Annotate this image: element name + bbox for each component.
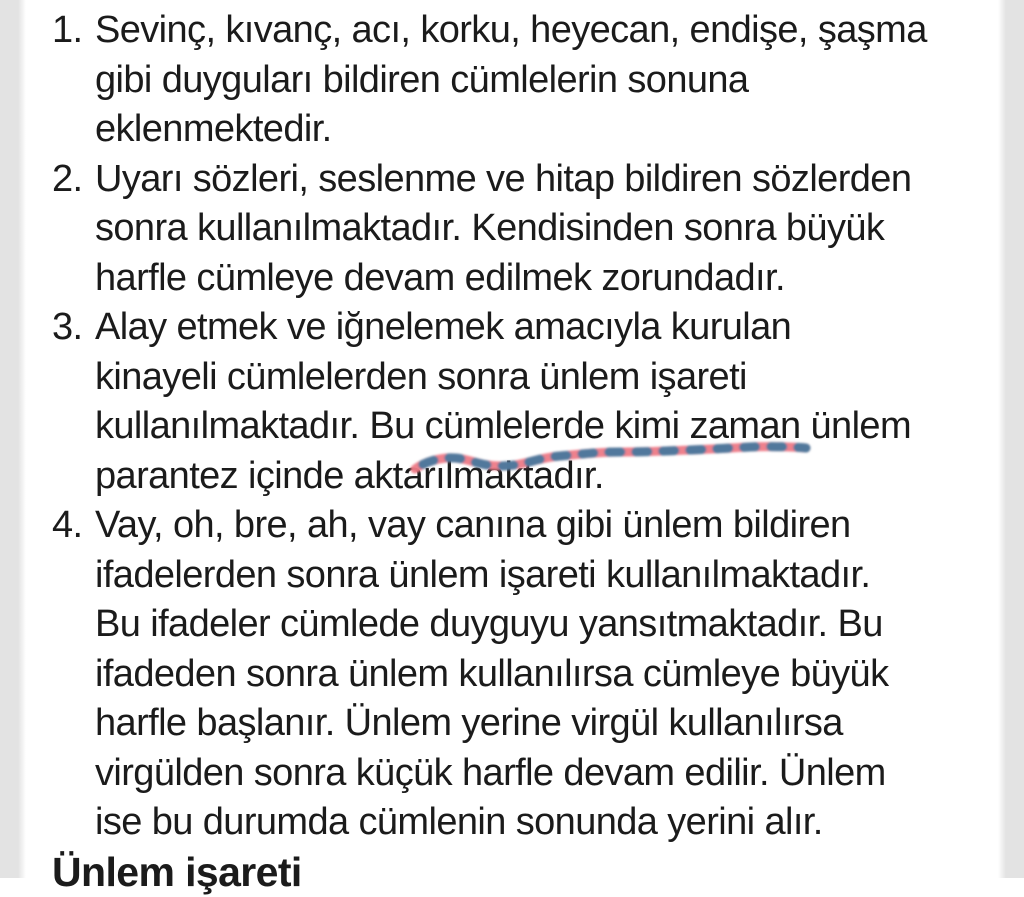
list-item-2 xyxy=(0,155,1024,304)
text-line: eklenmektedir. xyxy=(95,105,1024,155)
text-line: Alay etmek ve iğnelemek amacıyla kurulan xyxy=(95,303,1024,353)
text-line: gibi duyguları bildiren cümlelerin sonuna xyxy=(95,56,1024,106)
text-line: harfle başlanır. Ünlem yerine virgül kullanılırsa xyxy=(95,699,1024,749)
text-line: ifadelerden sonra ünlem işareti kullanılmaktadır. xyxy=(95,551,1024,601)
list-item-3 xyxy=(0,303,1024,501)
text-line: parantez içinde aktarılmaktadır. xyxy=(95,452,1024,502)
text-line: Sevinç, kıvanç, acı, korku, heyecan, endişe, şaşma xyxy=(95,6,1024,56)
list-item-1 xyxy=(0,6,1024,155)
list-item-4 xyxy=(0,501,1024,848)
list-number: 3. xyxy=(52,303,95,501)
text-line: Vay, oh, bre, ah, vay canına gibi ünlem bildiren xyxy=(95,501,1024,551)
text-line: virgülden sonra küçük harfle devam edilir. Ünlem xyxy=(95,749,1024,799)
text-line: ifadeden sonra ünlem kullanılırsa cümleye büyük xyxy=(95,650,1024,700)
cutoff-bottom-heading: Ünlem işareti xyxy=(0,848,1024,897)
text-line: kullanılmaktadır. Bu cümlelerde kimi zaman ünlem xyxy=(95,402,1024,452)
text-line: Bu ifadeler cümlede duyguyu yansıtmaktadır. Bu xyxy=(95,600,1024,650)
text-line: harfle cümleye devam edilmek zorundadır. xyxy=(95,254,1024,304)
list-number: 2. xyxy=(52,155,95,304)
text-line: sonra kullanılmaktadır. Kendisinden sonra büyük xyxy=(95,204,1024,254)
document-text-area xyxy=(0,6,1024,897)
list-number: 1. xyxy=(52,6,95,155)
text-line: kinayeli cümlelerden sonra ünlem işareti xyxy=(95,353,1024,403)
text-line: ise bu durumda cümlenin sonunda yerini alır. xyxy=(95,798,1024,848)
list-number: 4. xyxy=(52,501,95,848)
text-line: Uyarı sözleri, seslenme ve hitap bildiren sözlerden xyxy=(95,155,1024,205)
